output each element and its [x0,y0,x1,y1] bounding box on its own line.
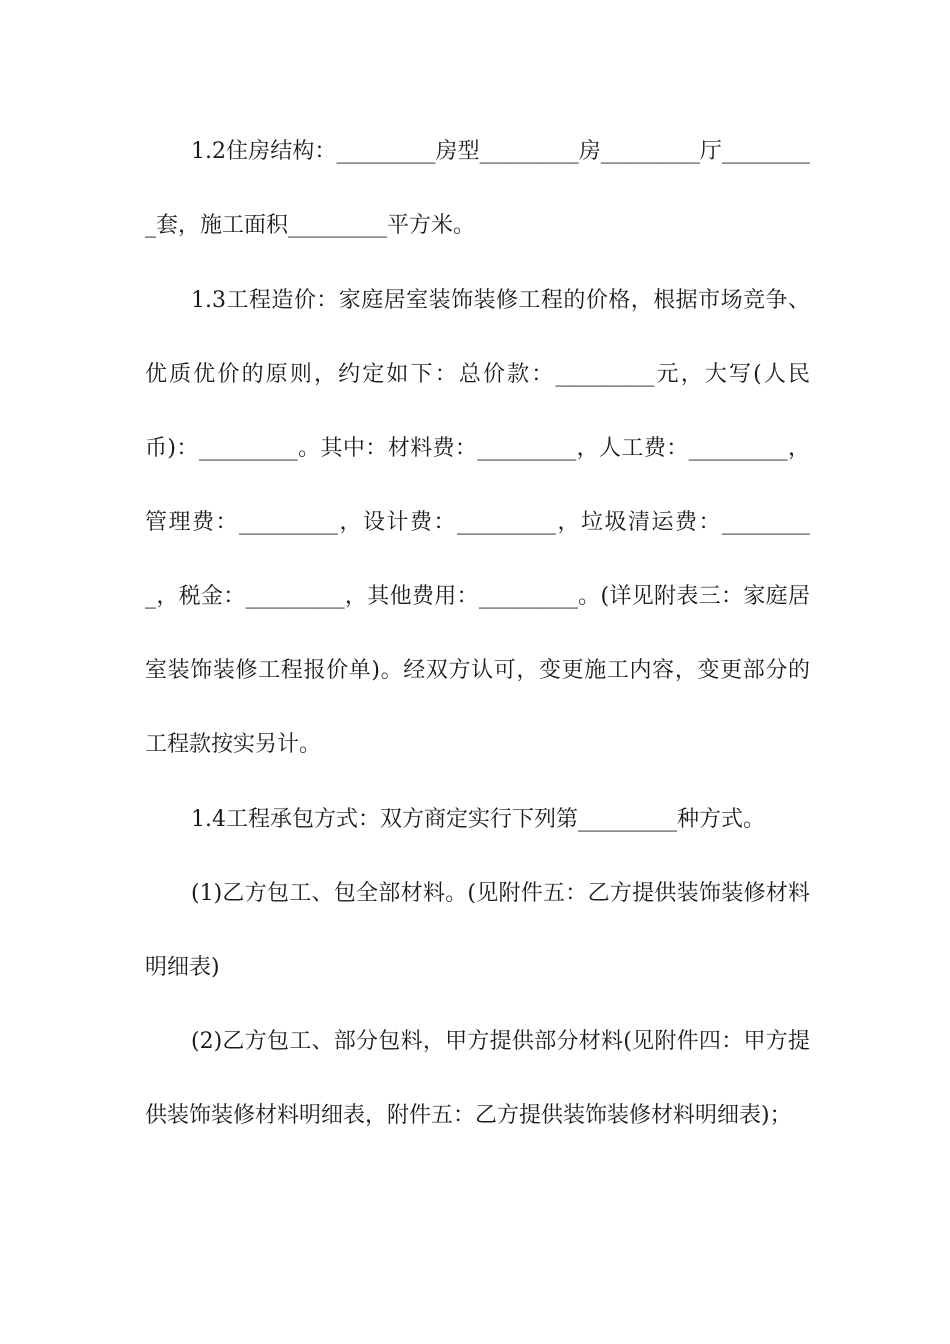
paragraph-housing-structure: 1.2住房结构：_________房型_________房_________厅_________套，施工面积_________平方米。 [145,139,810,238]
paragraph-contracting-method: 1.4工程承包方式：双方商定实行下列第_________种方式。 [191,807,765,832]
paragraph-project-cost: 1.3工程造价：家庭居室装饰装修工程的价格，根据市场竞争、优质优价的原则，约定如下：总价款：_________元，大写(人民币)：_________。其中：材料费：_________，人工费：_________，管理费：_________，设计费：_________，垃圾清运费：_________，税金：_________，其他费用：_________。(详见附表三：家庭居室装饰装修工程报价单)。经双方认可，变更施工内容，变更部分的工程款按实另计。 [145,288,810,757]
paragraph-option-2: (2)乙方包工、部分包料，甲方提供部分材料(见附件四：甲方提供装饰装修材料明细表，附件五：乙方提供装饰装修材料明细表)； [145,1029,810,1128]
paragraph-option-1: (1)乙方包工、包全部材料。(见附件五：乙方提供装饰装修材料明细表) [145,881,810,980]
